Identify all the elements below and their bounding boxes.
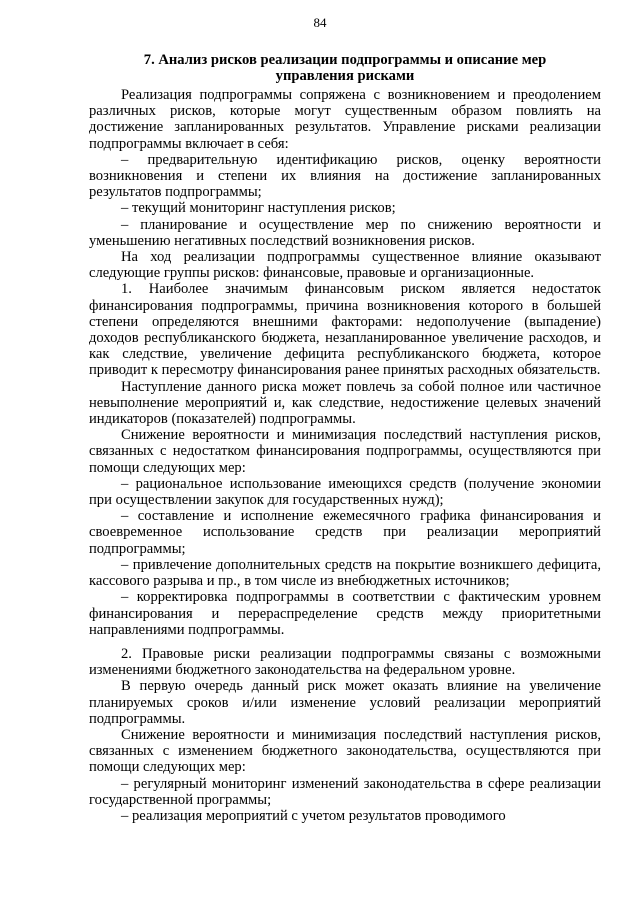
paragraph: Реализация подпрограммы сопряжена с возникновением и преодолением различных рисков, которые могут существенным образом повлиять на достижение запланированных результатов. Управление рисками реализации подпрограммы включает в себя: bbox=[89, 87, 601, 152]
list-item: – составление и исполнение ежемесячного графика финансирования и своевременное использование средств при реализации мероприятий подпрограммы; bbox=[89, 508, 601, 557]
list-item: – привлечение дополнительных средств на покрытие возникшего дефицита, кассового разрыва и пр., в том числе из внебюджетных источников; bbox=[89, 556, 601, 590]
list-item: – предварительную идентификацию рисков, оценку вероятности возникновения и степени их влияния на достижение запланированных результатов подпрограммы; bbox=[89, 151, 601, 201]
section-title-line-2: управления рисками bbox=[275, 68, 415, 84]
paragraph: В первую очередь данный риск может оказать влияние на увеличение планируемых сроков и/или изменение условий реализации мероприятий подпрограммы. bbox=[89, 678, 601, 727]
paragraph: 2. Правовые риски реализации подпрограммы связаны с возможными изменениями бюджетного законодательства на федеральном уровне. bbox=[89, 645, 601, 679]
section-title bbox=[90, 52, 600, 84]
list-item: – текущий мониторинг наступления рисков; bbox=[121, 200, 396, 217]
list-item: – рациональное использование имеющихся средств (получение экономии при осуществлении закупок для государственных нужд); bbox=[89, 475, 601, 509]
paragraph: На ход реализации подпрограммы существенное влияние оказывают следующие группы рисков: финансовые, правовые и организационные. bbox=[89, 249, 601, 282]
list-item: – реализация мероприятий с учетом результатов проводимого bbox=[121, 807, 506, 824]
paragraph: Снижение вероятности и минимизация последствий наступления рисков, связанных с изменением бюджетного законодательства, осуществляются при помощи следующих мер: bbox=[89, 726, 601, 776]
list-item: – планирование и осуществление мер по снижению вероятности и уменьшению негативных последствий возникновения рисков. bbox=[89, 216, 601, 249]
list-item: – регулярный мониторинг изменений законодательства в сфере реализации государственной программы; bbox=[89, 775, 601, 808]
list-item: – корректировка подпрограммы в соответствии с фактическим уровнем финансирования и перераспределение средств между приоритетными направлениями подпрограммы. bbox=[89, 589, 601, 638]
paragraph: Наступление данного риска может повлечь за собой полное или частичное невыполнение мероприятий и, как следствие, недостижение целевых значений индикаторов (показателей) подпрограммы. bbox=[89, 378, 601, 428]
body-text bbox=[89, 87, 601, 824]
paragraph: Снижение вероятности и минимизация последствий наступления рисков, связанных с недостатком финансирования подпрограммы, осуществляются при помощи следующих мер: bbox=[89, 427, 601, 476]
page-number: 84 bbox=[313, 15, 327, 30]
paragraph: 1. Наиболее значимым финансовым риском является недостаток финансирования подпрограммы, причина возникновения которого в большей степени определяются внешними факторами: недополучение (выпадение) доходов республиканского бюджета, незапланированное увеличение расходов, и как следствие, увеличение дефицита республиканского бюджета, которое приводит к пересмотру финансирования ранее принятых расходных обязательств. bbox=[89, 281, 601, 379]
section-title-line-1: 7. Анализ рисков реализации подпрограммы и описание мер bbox=[143, 52, 547, 68]
